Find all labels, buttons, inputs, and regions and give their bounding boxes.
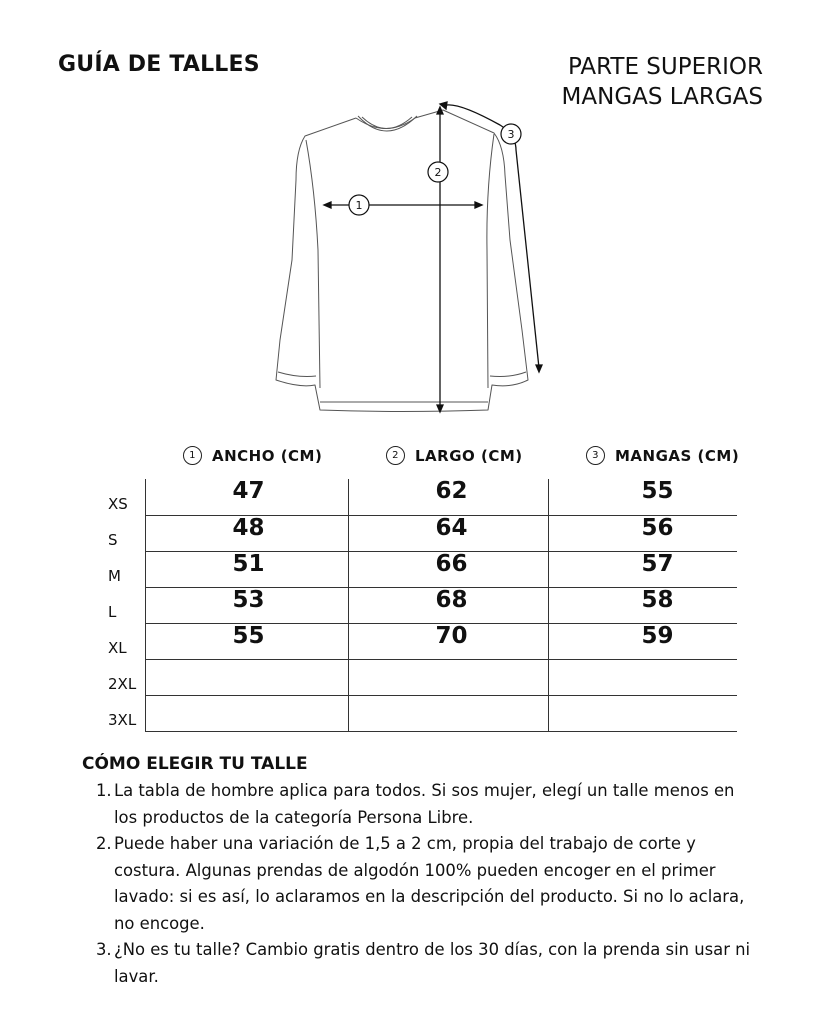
column-number-circle: 3 bbox=[586, 446, 605, 465]
list-item bbox=[96, 937, 756, 990]
mangas-value: 56 bbox=[548, 515, 737, 551]
column-label: LARGO (CM) bbox=[415, 446, 523, 465]
list-item-number: 3. bbox=[96, 940, 112, 959]
mangas-value: 57 bbox=[548, 551, 737, 587]
list-item-text: Puede haber una variación de 1,5 a 2 cm, propia del trabajo de corte y costura. Algunas prendas de algodón 100% pueden encoger en el primer lavado: si es así, lo aclaramos en la descripción del producto. Si no lo aclara, no encoge. bbox=[114, 834, 745, 933]
mangas-value: 59 bbox=[548, 623, 737, 659]
column-label: ANCHO (CM) bbox=[212, 446, 323, 465]
column-header-mangas bbox=[586, 446, 739, 465]
table-row bbox=[95, 623, 737, 659]
size-label: S bbox=[108, 531, 118, 549]
mangas-value bbox=[548, 659, 737, 695]
width-marker: 1 bbox=[355, 199, 363, 212]
table-row bbox=[95, 515, 737, 551]
page-title: GUÍA DE TALLES bbox=[58, 52, 260, 77]
long-sleeve-shirt-diagram bbox=[0, 0, 819, 430]
ancho-value: 53 bbox=[145, 587, 348, 623]
list-item-number: 2. bbox=[96, 834, 112, 853]
table-row bbox=[95, 695, 737, 731]
size-table bbox=[95, 479, 737, 732]
table-row bbox=[95, 551, 737, 587]
largo-value: 62 bbox=[348, 479, 548, 515]
ancho-value: 47 bbox=[145, 479, 348, 515]
ancho-value bbox=[145, 695, 348, 731]
how-to-choose-list bbox=[96, 778, 756, 990]
ancho-value: 51 bbox=[145, 551, 348, 587]
table-row bbox=[95, 587, 737, 623]
list-item bbox=[96, 778, 756, 831]
largo-value bbox=[348, 695, 548, 731]
largo-value: 68 bbox=[348, 587, 548, 623]
size-label: XL bbox=[108, 639, 127, 657]
garment-type-line-2: MANGAS LARGAS bbox=[561, 84, 763, 110]
column-header-largo bbox=[386, 446, 523, 465]
list-item-text: La tabla de hombre aplica para todos. Si sos mujer, elegí un talle menos en los productos de la categoría Persona Libre. bbox=[114, 781, 735, 827]
table-row bbox=[95, 479, 737, 515]
column-label: MANGAS (CM) bbox=[615, 446, 740, 465]
largo-value: 66 bbox=[348, 551, 548, 587]
mangas-value bbox=[548, 695, 737, 731]
column-header-ancho bbox=[183, 446, 322, 465]
ancho-value: 48 bbox=[145, 515, 348, 551]
mangas-value: 55 bbox=[548, 479, 737, 515]
how-to-choose-heading: CÓMO ELEGIR TU TALLE bbox=[82, 754, 308, 774]
size-label: XS bbox=[108, 495, 128, 513]
largo-value: 70 bbox=[348, 623, 548, 659]
list-item bbox=[96, 831, 756, 937]
size-label: L bbox=[108, 603, 117, 621]
size-label: 2XL bbox=[108, 675, 137, 693]
ancho-value: 55 bbox=[145, 623, 348, 659]
list-item-number: 1. bbox=[96, 781, 112, 800]
largo-value bbox=[348, 659, 548, 695]
sleeve-marker: 3 bbox=[507, 128, 515, 141]
length-marker: 2 bbox=[434, 166, 442, 179]
size-label: M bbox=[108, 567, 121, 585]
list-item-text: ¿No es tu talle? Cambio gratis dentro de los 30 días, con la prenda sin usar ni lavar. bbox=[114, 940, 751, 986]
table-row bbox=[95, 659, 737, 695]
garment-type-line-1: PARTE SUPERIOR bbox=[567, 54, 763, 80]
column-number-circle: 2 bbox=[386, 446, 405, 465]
largo-value: 64 bbox=[348, 515, 548, 551]
mangas-value: 58 bbox=[548, 587, 737, 623]
column-number-circle: 1 bbox=[183, 446, 202, 465]
size-label: 3XL bbox=[108, 711, 137, 729]
ancho-value bbox=[145, 659, 348, 695]
